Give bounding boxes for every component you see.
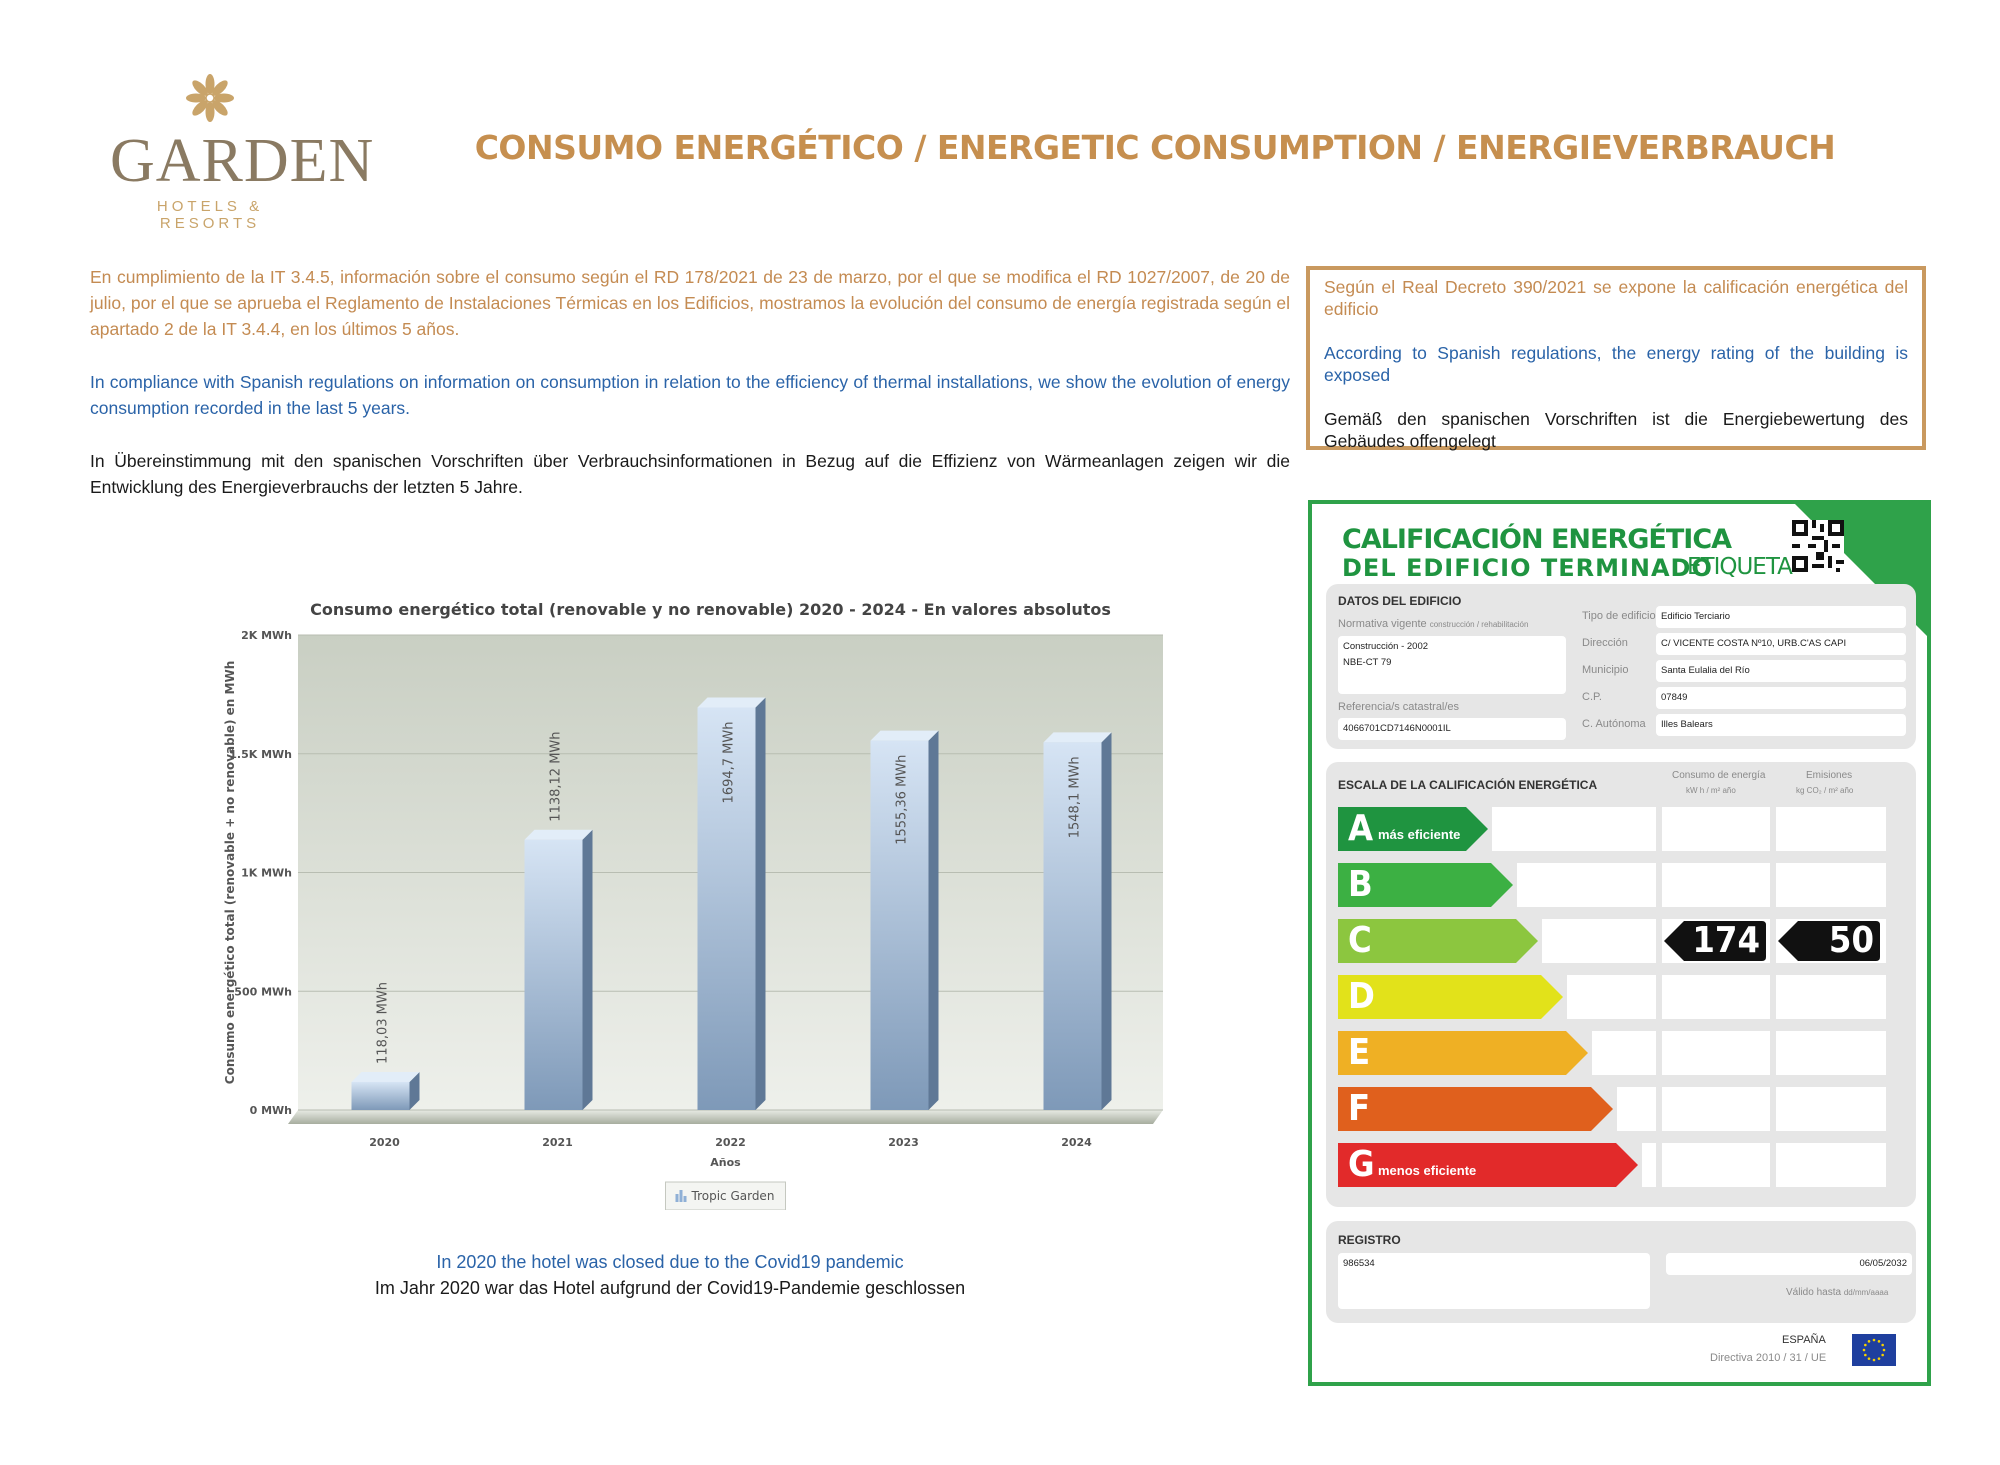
field-label-municipio: Municipio <box>1582 664 1629 676</box>
intro-spanish: En cumplimiento de la IT 3.4.5, información sobre el consumo según el RD 178/2021 de 23 de marzo, por el que se modifica el RD 1027/2007, de 20 de julio, por el que se aprueba el Reglamento de Instalaciones Térmicas en los Edificios, mostramos la evolución del consumo de energía registrada según el apartado 2 de la IT 3.4.4, en los últimos 5 años. <box>90 267 1290 339</box>
scale-row-strip <box>1617 1087 1656 1131</box>
eu-star <box>1864 1344 1867 1347</box>
consumption-chart <box>218 595 1178 1210</box>
building-data-title: DATOS DEL EDIFICIO <box>1338 594 1462 608</box>
registro-title: REGISTRO <box>1338 1233 1401 1247</box>
data-label: 1138,12 MWh <box>548 731 564 822</box>
eu-star <box>1868 1357 1871 1360</box>
energy-class-arrow <box>1338 1087 1613 1131</box>
energy-class-c <box>1338 919 1538 963</box>
rating-info-spanish: Según el Real Decreto 390/2021 se expone la calificación energética del edificio <box>1324 277 1908 319</box>
intro-english: In compliance with Spanish regulations on information on consumption in relation to the efficiency of thermal installations, we show the evolution of energy consumption recorded in the last 5 years. <box>90 372 1290 418</box>
chart-svg <box>218 595 1178 1210</box>
value-badge-number: 174 <box>1692 920 1760 961</box>
registro-panel <box>1326 1221 1916 1323</box>
bar-top <box>871 731 939 741</box>
scale-row-strip <box>1492 807 1656 851</box>
energy-class-b <box>1338 863 1513 907</box>
eu-flag-icon <box>1852 1334 1896 1366</box>
eu-star <box>1878 1357 1881 1360</box>
energy-class-arrow <box>1338 1031 1588 1075</box>
consumo-cell <box>1662 807 1770 851</box>
normativa-value-2: NBE-CT 79 <box>1343 657 1392 668</box>
bar-2020 <box>352 1082 410 1110</box>
building-data-panel <box>1326 584 1916 749</box>
x-axis-label: Años <box>710 1156 741 1169</box>
eu-star <box>1883 1349 1886 1352</box>
bar-side <box>583 830 593 1110</box>
scale-row-strip <box>1542 919 1656 963</box>
normativa-sublabel: construcción / rehabilitación <box>1429 620 1529 629</box>
label-etiqueta: ETIQUETA <box>1687 554 1792 580</box>
emisiones-cell <box>1776 807 1886 851</box>
field-label-direccion: Dirección <box>1582 637 1628 649</box>
intro-german: In Übereinstimmung mit den spanischen Vorschriften über Verbrauchsinformationen in Bezug auf die Effizienz von Wärmeanlagen zeigen wir die Entwicklung des Energieverbrauchs der letzten 5 Jahre. <box>90 451 1290 497</box>
flower-logo-icon <box>184 72 236 124</box>
bar-top <box>1044 732 1112 742</box>
rating-info-english: According to Spanish regulations, the energy rating of the building is exposed <box>1324 343 1908 385</box>
bar-side <box>929 731 939 1110</box>
y-tick-label: 0 MWh <box>249 1104 292 1117</box>
energy-class-f <box>1338 1087 1613 1131</box>
energy-class-text: más eficiente <box>1378 827 1461 842</box>
eu-star <box>1873 1339 1876 1342</box>
rating-scale-title: ESCALA DE LA CALIFICACIÓN ENERGÉTICA <box>1338 778 1598 792</box>
emisiones-value-badge <box>1778 919 1882 963</box>
registro-field: 986534 <box>1338 1253 1650 1309</box>
consumo-cell <box>1662 1143 1770 1187</box>
field-label-comunidad: C. Autónoma <box>1582 718 1646 730</box>
referencia-label: Referencia/s catastral/es <box>1338 701 1460 713</box>
emisiones-cell <box>1776 1143 1886 1187</box>
chart-title: Consumo energético total (renovable y no renovable) 2020 - 2024 - En valores absolutos <box>310 600 1111 619</box>
field-value-comunidad: Illes Balears <box>1656 714 1906 736</box>
energy-class-letter: G <box>1348 1144 1375 1185</box>
data-label: 118,03 MWh <box>375 982 391 1064</box>
bar-side <box>1102 732 1112 1110</box>
brand-subtitle: HOTELS & RESORTS <box>156 198 264 232</box>
referencia-field: 4066701CD7146N0001IL <box>1338 718 1566 740</box>
chart-floor <box>288 1110 1163 1124</box>
legend-swatch <box>684 1196 687 1202</box>
qr-code-icon <box>1792 520 1844 572</box>
energy-class-e <box>1338 1031 1588 1075</box>
energy-class-letter: A <box>1348 808 1374 849</box>
consumo-column-header: Consumo de energía <box>1672 770 1766 781</box>
scale-row-strip <box>1517 863 1656 907</box>
x-tick-label: 2020 <box>369 1136 400 1149</box>
covid-note-german: Im Jahr 2020 war das Hotel aufgrund der Covid19-Pandemie geschlossen <box>374 1278 966 1298</box>
directiva-label: Directiva 2010 / 31 / UE <box>1710 1352 1827 1364</box>
scale-row-strip <box>1642 1143 1656 1187</box>
rating-info-german: Gemäß den spanischen Vorschriften ist die Energiebewertung des Gebäudes offengelegt <box>1324 409 1908 451</box>
covid-note-english: In 2020 the hotel was closed due to the Covid19 pandemic <box>436 1252 904 1272</box>
bar-side <box>756 698 766 1110</box>
field-value-tipo: Edificio Terciario <box>1656 606 1906 628</box>
field-label-tipo: Tipo de edificio <box>1582 610 1656 622</box>
y-tick-label: 1K MWh <box>241 866 292 880</box>
legend-label: Tropic Garden <box>691 1189 775 1203</box>
eu-star <box>1881 1344 1884 1347</box>
energy-certificate-label <box>1308 500 1931 1386</box>
bar-top <box>525 830 593 840</box>
emisiones-cell <box>1776 863 1886 907</box>
energy-class-letter: F <box>1348 1088 1371 1129</box>
y-tick-label: 500 MWh <box>234 985 292 999</box>
emisiones-cell <box>1776 1031 1886 1075</box>
field-value-municipio: Santa Eulalia del Río <box>1656 660 1906 682</box>
normativa-label <box>1338 618 1528 630</box>
bar-top <box>698 698 766 708</box>
energy-class-text: menos eficiente <box>1378 1163 1477 1178</box>
emisiones-column-unit: kg CO₂ / m² año <box>1796 786 1854 795</box>
emisiones-cell <box>1776 1087 1886 1131</box>
label-title-line1: CALIFICACIÓN ENERGÉTICA <box>1342 524 1732 555</box>
brand-name: GARDEN <box>110 127 375 195</box>
consumo-cell <box>1662 1087 1770 1131</box>
data-label: 1694,7 MWh <box>721 721 737 804</box>
eu-star <box>1878 1340 1881 1343</box>
garden-logo <box>110 72 375 232</box>
normativa-label-text: Normativa vigente <box>1338 618 1427 630</box>
legend-swatch <box>680 1190 683 1202</box>
energy-class-d <box>1338 975 1563 1019</box>
x-tick-label: 2023 <box>888 1136 919 1149</box>
consumo-cell <box>1662 1031 1770 1075</box>
field-value-cp: 07849 <box>1656 687 1906 709</box>
eu-star <box>1864 1354 1867 1357</box>
x-tick-label: 2022 <box>715 1136 746 1149</box>
rating-scale-panel <box>1326 762 1916 1207</box>
y-tick-label: 2K MWh <box>241 629 292 642</box>
valido-label <box>1786 1287 1888 1298</box>
field-label-cp: C.P. <box>1582 691 1602 703</box>
consumo-cell <box>1662 863 1770 907</box>
rating-info-box <box>1306 266 1926 450</box>
scale-row-strip <box>1592 1031 1656 1075</box>
consumo-column-unit: kW h / m² año <box>1686 786 1736 795</box>
eu-star <box>1863 1349 1866 1352</box>
x-tick-label: 2021 <box>542 1136 573 1149</box>
normativa-field <box>1338 636 1566 694</box>
valido-date-field: 06/05/2032 <box>1666 1253 1912 1275</box>
y-axis-label: Consumo energético total (renovable + no renovable) en MWh <box>223 660 237 1085</box>
energy-class-letter: B <box>1348 864 1373 905</box>
emisiones-column-header: Emisiones <box>1806 770 1853 781</box>
espana-label: ESPAÑA <box>1782 1334 1826 1346</box>
consumo-value-badge <box>1664 919 1768 963</box>
consumo-cell <box>1662 975 1770 1019</box>
emisiones-cell <box>1776 975 1886 1019</box>
eu-star <box>1881 1354 1884 1357</box>
energy-class-letter: C <box>1348 920 1372 961</box>
energy-class-letter: D <box>1348 976 1375 1017</box>
value-badge-number: 50 <box>1828 920 1874 961</box>
bar-2021 <box>525 840 583 1110</box>
normativa-value-1: Construcción - 2002 <box>1343 641 1429 652</box>
energy-class-letter: E <box>1348 1032 1371 1073</box>
valido-format: dd/mm/aaaa <box>1843 1288 1889 1297</box>
data-label: 1548,1 MWh <box>1067 756 1083 839</box>
eu-star <box>1868 1340 1871 1343</box>
label-title-line2: DEL EDIFICIO TERMINADO <box>1342 554 1713 582</box>
energy-class-a <box>1338 807 1488 851</box>
x-tick-label: 2024 <box>1061 1136 1092 1149</box>
bar-top <box>352 1072 420 1082</box>
eu-star <box>1873 1359 1876 1362</box>
valido-label-text: Válido hasta <box>1786 1287 1842 1298</box>
y-tick-label: 1.5K MWh <box>229 747 292 761</box>
field-value-direccion: C/ VICENTE COSTA Nº10, URB.C'AS CAPI <box>1656 633 1906 655</box>
page-title: CONSUMO ENERGÉTICO / ENERGETIC CONSUMPTION / ENERGIEVERBRAUCH <box>474 128 1836 167</box>
energy-class-g <box>1338 1143 1638 1187</box>
legend-swatch <box>676 1194 679 1202</box>
data-label: 1555,36 MWh <box>894 754 910 845</box>
scale-row-strip <box>1567 975 1656 1019</box>
